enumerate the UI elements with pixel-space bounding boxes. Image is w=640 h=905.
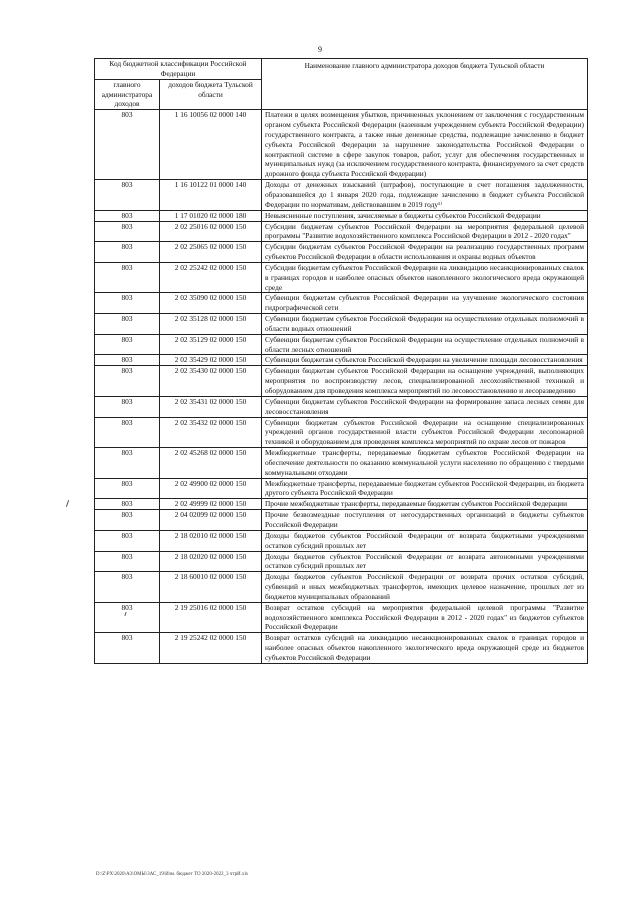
income-code-cell: 1 17 01020 02 0000 180 xyxy=(160,210,262,221)
income-code-cell: 2 02 35431 02 0000 150 xyxy=(160,396,262,417)
admin-code-cell: 803 xyxy=(95,417,160,448)
income-code-cell: 2 02 45268 02 0000 150 xyxy=(160,448,262,479)
table-row xyxy=(95,262,588,293)
income-name-cell: Субвенции бюджетам субъектов Российской Федерации на оснащение учреждений, выполняющих мероприятия по воспроизводству лесов, специализированной лесохозяйственной техникой и оборудованием для проведения комплекса мероприятий по лесовосстановлению и лесоразведению xyxy=(262,366,588,397)
income-name-cell: Субвенции бюджетам субъектов Российской Федерации на осуществление отдельных полномочий в области лесных отношений xyxy=(262,334,588,355)
income-name-cell: Доходы бюджетов субъектов Российской Федерации от возврата автономными учреждениями остатков субсидий прошлых лет xyxy=(262,551,588,572)
income-name-cell: Субсидии бюджетам субъектов Российской Федерации на мероприятия федеральной целевой программы "Развитие водохозяйственного комплекса Российской Федерации в 2012 - 2020 годах" xyxy=(262,221,588,242)
income-name-cell: Субсидии бюджетам субъектов Российской Федерации на ликвидацию несанкционированных свалок в границах городов и наиболее опасных объектов накопленного экологического вреда окружающей среде xyxy=(262,262,588,293)
header-budget-income: доходов бюджета Тульской области xyxy=(160,79,262,110)
income-code-cell: 2 02 35129 02 0000 150 xyxy=(160,334,262,355)
income-code-cell: 2 02 49900 02 0000 150 xyxy=(160,478,262,499)
income-code-cell: 2 19 25242 02 0000 150 xyxy=(160,633,262,664)
income-code-cell: 2 02 25242 02 0000 150 xyxy=(160,262,262,293)
admin-code-cell: 803 xyxy=(95,551,160,572)
file-path-footer: D:\Z\PX\2020\A3\ОМЫ\3АС_19\Изм. бюджет ТО 2020-2022_3 чтрИ.xls xyxy=(96,872,248,877)
income-name-cell: Субвенции бюджетам субъектов Российской Федерации на осуществление отдельных полномочий в области водных отношений xyxy=(262,314,588,335)
table-row xyxy=(95,551,588,572)
table-row xyxy=(95,334,588,355)
income-code-cell: 2 02 35429 02 0000 150 xyxy=(160,355,262,366)
income-code-cell: 2 02 25065 02 0000 150 xyxy=(160,242,262,263)
table-row xyxy=(95,210,588,221)
income-code-cell: 2 18 02020 02 0000 150 xyxy=(160,551,262,572)
admin-code-cell: 803 xyxy=(95,221,160,242)
table-row xyxy=(95,355,588,366)
table-row xyxy=(95,110,588,180)
admin-code-cell: 803 xyxy=(95,633,160,664)
income-code-cell: 1 16 10122 01 0000 140 xyxy=(160,180,262,211)
income-name-cell: Прочие межбюджетные трансферты, передаваемые бюджетам субъектов Российской Федерации xyxy=(262,499,588,510)
income-name-cell: Доходы от денежных взысканий (штрафов), поступающие в счет погашения задолженности, образовавшейся до 1 января 2020 года, подлежащие зачислению в бюджет субъекта Российской Федерации по нормативам, действовавшим в 2019 году¹⁾ xyxy=(262,180,588,211)
income-name-cell: Невыясненные поступления, зачисляемые в бюджеты субъектов Российской Федерации xyxy=(262,210,588,221)
table-row xyxy=(95,572,588,603)
header-main-admin: главного администратора доходов xyxy=(95,79,160,110)
income-code-cell: 1 16 10056 02 0000 140 xyxy=(160,110,262,180)
income-name-cell: Межбюджетные трансферты, передаваемые бюджетам субъектов Российской Федерации, из бюджета другого субъекта Российской Федерации xyxy=(262,478,588,499)
income-code-cell: 2 18 02010 02 0000 150 xyxy=(160,530,262,551)
table-body xyxy=(95,110,588,664)
admin-code-cell: 803 xyxy=(95,478,160,499)
revenue-admin-table xyxy=(94,58,588,664)
admin-code-cell: 803 xyxy=(95,314,160,335)
income-code-cell: 2 19 25016 02 0000 150 xyxy=(160,602,262,633)
income-name-cell: Субвенции бюджетам субъектов Российской Федерации на оснащение специализированных учреждений органов государственной власти субъектов Российской Федерации лесопожарной техникой и оборудованием для проведения комплекса мероприятий по охране лесов от пожаров xyxy=(262,417,588,448)
table-row xyxy=(95,396,588,417)
table-row xyxy=(95,293,588,314)
income-name-cell: Возврат остатков субсидий на ликвидацию несанкционированных свалок в границах городов и наиболее опасных объектов накопленного экологического вреда окружающей среде из бюджетов субъектов Российской Федерации xyxy=(262,633,588,664)
income-name-cell: Субсидии бюджетам субъектов Российской Федерации на реализацию государственных программ субъектов Российской Федерации в области использования и охраны водных объектов xyxy=(262,242,588,263)
table-header-row xyxy=(95,59,588,80)
income-name-cell: Субвенции бюджетам субъектов Российской Федерации на улучшение экологического состояния гидрографической сети xyxy=(262,293,588,314)
income-code-cell: 2 02 35128 02 0000 150 xyxy=(160,314,262,335)
table-row xyxy=(95,221,588,242)
admin-code-cell: 803 xyxy=(95,572,160,603)
income-name-cell: Субвенции бюджетам субъектов Российской Федерации на увеличение площади лесовосстановления xyxy=(262,355,588,366)
admin-code-cell: 803 xyxy=(95,110,160,180)
header-classification-code: Код бюджетной классификации Российской Федерации xyxy=(95,59,262,80)
income-name-cell: Прочие безвозмездные поступления от негосударственных организаций в бюджеты субъектов Российской Федерации xyxy=(262,510,588,531)
table-row xyxy=(95,530,588,551)
table-row xyxy=(95,448,588,479)
admin-code-cell: 803 xyxy=(95,510,160,531)
admin-code-cell: 803 xyxy=(95,334,160,355)
table-row xyxy=(95,417,588,448)
income-name-cell: Доходы бюджетов субъектов Российской Федерации от возврата прочих остатков субсидий, субвенций и иных межбюджетных трансфертов, имеющих целевое назначение, прошлых лет из бюджетов муниципальных образований xyxy=(262,572,588,603)
income-name-cell: Платежи в целях возмещения убытков, причиненных уклонением от заключения с государственным органом субъекта Российской Федерации (казенным учреждением субъекта Российской Федерации) государственного контракта, а также иные денежные средства, подлежащие зачислению в бюджет субъекта Российской Федерации за нарушение законодательства Российской Федерации о контрактной системе в сфере закупок товаров, работ, услуг для обеспечения государственных и муниципальных нужд (за исключением государственного контракта, финансируемого за счет средств дорожного фонда субъекта Российской Федерации) xyxy=(262,110,588,180)
income-name-cell: Межбюджетные трансферты, передаваемые бюджетам субъектов Российской Федерации на обеспечение деятельности по оказанию коммунальной услуги населению по обращению с твердыми коммунальными отходами xyxy=(262,448,588,479)
table-row xyxy=(95,314,588,335)
income-code-cell: 2 02 35090 02 0000 150 xyxy=(160,293,262,314)
admin-code-cell: 803 xyxy=(95,210,160,221)
admin-code-cell: 803 xyxy=(95,180,160,211)
table-row xyxy=(95,366,588,397)
income-name-cell: Субвенции бюджетам субъектов Российской Федерации на формирование запаса лесных семян для лесовосстановления xyxy=(262,396,588,417)
admin-code-cell: 803 xyxy=(95,355,160,366)
table-row xyxy=(95,180,588,211)
income-name-cell: Доходы бюджетов субъектов Российской Федерации от возврата бюджетными учреждениями остатков субсидий прошлых лет xyxy=(262,530,588,551)
income-code-cell: 2 04 02099 02 0000 150 xyxy=(160,510,262,531)
admin-code-cell: 803 xyxy=(95,262,160,293)
admin-code-cell: 803 xyxy=(95,499,160,510)
admin-code-cell: 803 xyxy=(95,293,160,314)
admin-code-cell: 803 xyxy=(95,242,160,263)
admin-code-cell: 803 xyxy=(95,366,160,397)
income-code-cell: 2 02 35432 02 0000 150 xyxy=(160,417,262,448)
table-row xyxy=(95,633,588,664)
table-row xyxy=(95,242,588,263)
header-admin-name: Наименование главного администратора доходов бюджета Тульской области xyxy=(262,59,588,110)
admin-code-cell: 803 xyxy=(95,448,160,479)
income-code-cell: 2 02 49999 02 0000 150 xyxy=(160,499,262,510)
income-code-cell: 2 02 35430 02 0000 150 xyxy=(160,366,262,397)
table-row xyxy=(95,478,588,499)
admin-code-cell: 803 xyxy=(95,396,160,417)
table-row xyxy=(95,510,588,531)
income-code-cell: 2 02 25016 02 0000 150 xyxy=(160,221,262,242)
page-number: 9 xyxy=(318,45,322,54)
table-row xyxy=(95,499,588,510)
table-row xyxy=(95,602,588,633)
scan-mark xyxy=(66,500,69,507)
admin-code-cell: 803 xyxy=(95,530,160,551)
admin-code-cell: 803 xyxy=(95,602,160,633)
income-code-cell: 2 18 60010 02 0000 150 xyxy=(160,572,262,603)
income-name-cell: Возврат остатков субсидий на мероприятия федеральной целевой программы "Развитие водохозяйственного комплекса Российской Федерации в 2012 - 2020 годах" из бюджетов субъектов Российской Федерации xyxy=(262,602,588,633)
